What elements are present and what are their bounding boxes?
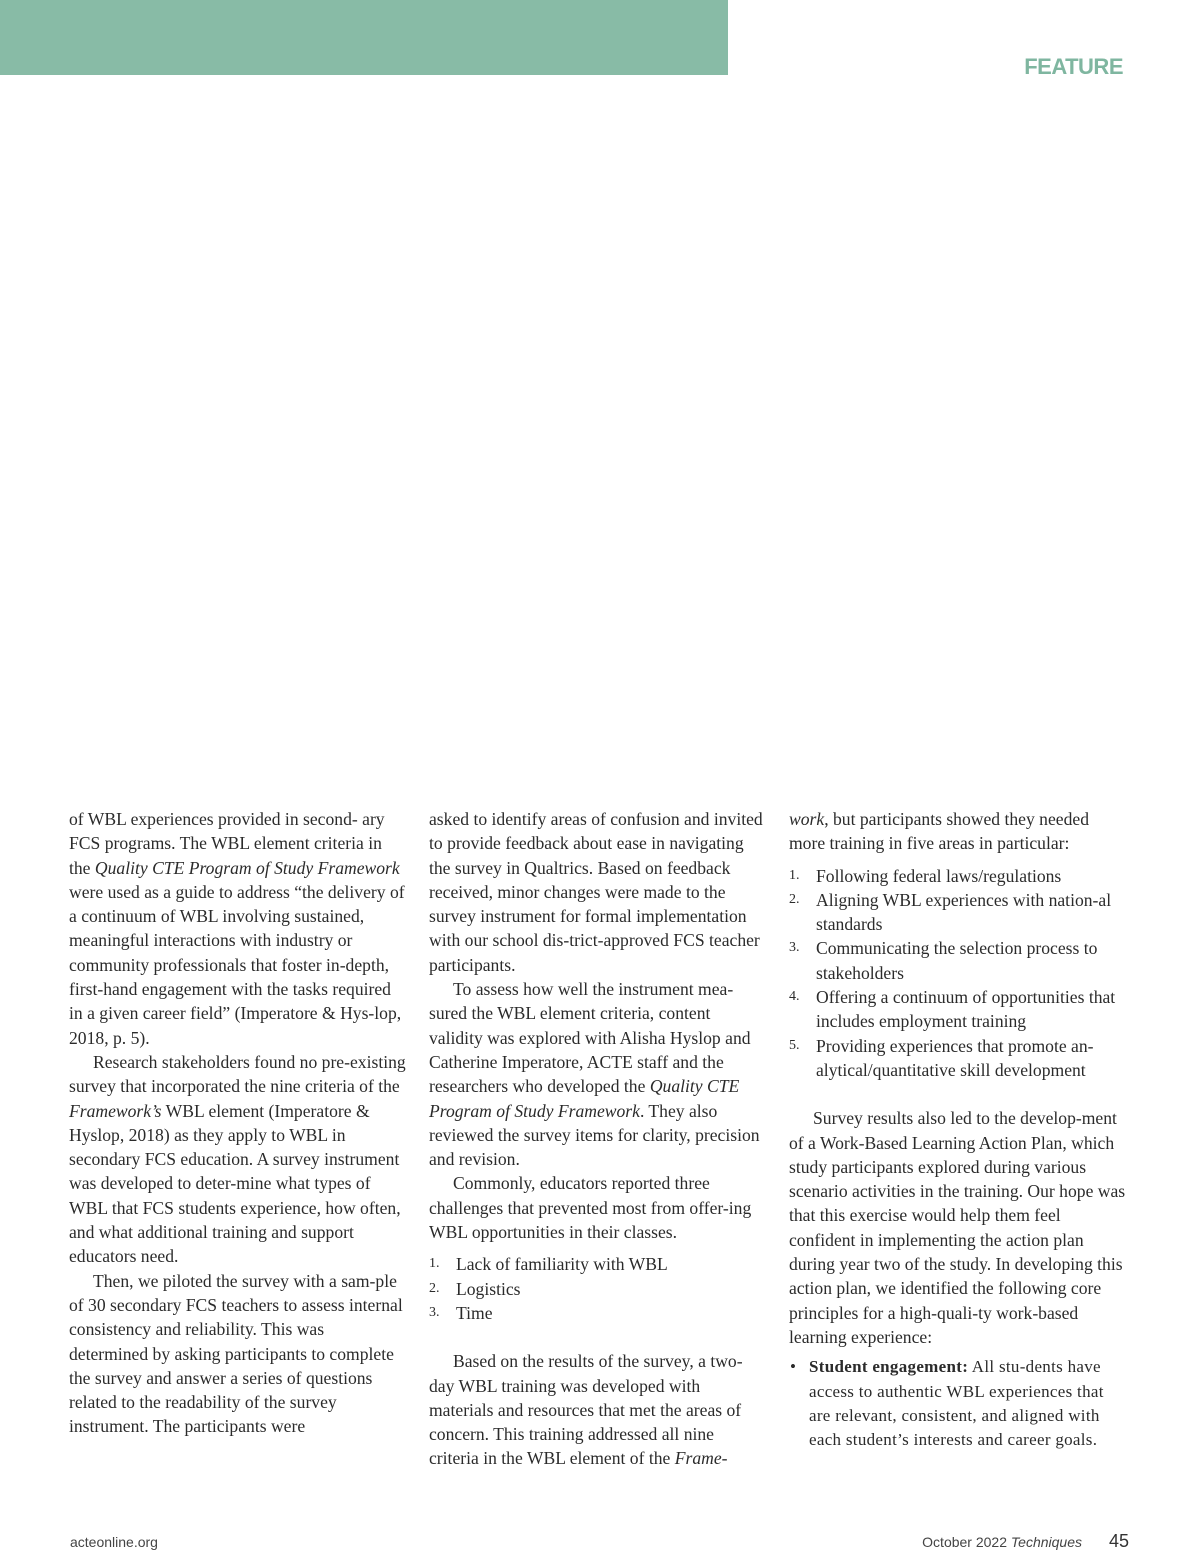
- section-label: FEATURE: [1024, 54, 1123, 79]
- issue-date: October 2022: [922, 1534, 1011, 1550]
- list-item: [429, 1301, 767, 1325]
- framework-title: Framework’s: [69, 1100, 162, 1121]
- principle-term: Student engagement:: [809, 1357, 969, 1377]
- text-run: Based on the results of the survey, a two-day WBL training was developed with materials and resources that met the areas of concern. This training addressed all nine criteria in the WBL element of the: [429, 1351, 743, 1469]
- framework-title: Quality CTE Program of Study Framework: [94, 857, 400, 878]
- framework-title: Quality CTE Program of Study Framework: [429, 1076, 740, 1121]
- framework-title: work: [789, 809, 825, 829]
- list-text: Following federal laws/regulations: [816, 865, 1062, 886]
- magazine-name: Techniques: [1010, 1534, 1082, 1550]
- list-number: 4.: [789, 989, 800, 1005]
- spacer: [429, 1325, 767, 1349]
- list-number: 2.: [789, 891, 800, 907]
- col2-paragraph-2: [429, 977, 767, 1171]
- list-item: [789, 864, 1127, 888]
- list-item: [789, 936, 1127, 985]
- column-3: [789, 807, 1127, 1452]
- list-number: 2.: [429, 1280, 440, 1296]
- list-text: Aligning WBL experiences with nation-al standards: [816, 889, 1112, 935]
- list-item: [789, 1355, 1127, 1452]
- text-run: . They also reviewed the survey items for clarity, precision and revision.: [429, 1100, 760, 1170]
- column-1: [69, 807, 407, 1439]
- spacer: [789, 1082, 1127, 1106]
- list-item: [789, 888, 1127, 937]
- list-number: 3.: [429, 1304, 440, 1320]
- list-text: Providing experiences that promote an-alytical/quantitative skill development: [816, 1035, 1094, 1080]
- list-number: 1.: [429, 1256, 440, 1272]
- list-item: [789, 1034, 1127, 1083]
- col1-paragraph-1: [69, 807, 407, 1050]
- principles-list: [789, 1355, 1127, 1452]
- list-number: 3.: [789, 940, 800, 956]
- page-number: 45: [1108, 1531, 1129, 1551]
- text-run: of WBL experiences provided in second-: [69, 809, 358, 829]
- text-run: ary FCS programs. The WBL element: [69, 809, 385, 854]
- list-item: [429, 1277, 767, 1301]
- col1-paragraph-2: [69, 1050, 407, 1269]
- text-run: To assess how well the instrument mea-sured the WBL element criteria, content validity was explored with Alisha Hyslop and Catherine Imperatore, ACTE staff and the researchers who developed the: [429, 979, 751, 1097]
- list-number: 1.: [789, 867, 800, 883]
- col1-paragraph-3: Then, we piloted the survey with a sam-ple of 30 secondary FCS teachers to assess internal consistency and reliability. This was determined by asking participants to complete the survey and answer a series of questions related to the readability of the survey instrument. The participants were: [69, 1270, 403, 1437]
- col3-paragraph-2: Survey results also led to the develop-ment of a Work-Based Learning Action Plan, which study participants explored during various scenario activities in the training. Our hope was that this exercise would help them feel confident in implementing the action plan during year two of the study. In developing this action plan, we identified the following core principles for a high-quali-ty work-based learning experience:: [789, 1108, 1126, 1347]
- footer-issue: [922, 1534, 1082, 1550]
- text-run: were used as a guide to address “the delivery of a continuum of WBL involving sustained, meaningful interactions with industry or community professionals that foster in-depth, first-hand engagement with the tasks required in a given career field” (Imperatore & Hys-lop, 2018, p. 5).: [69, 881, 405, 1048]
- text-run: criteria in the: [69, 833, 382, 878]
- col2-paragraph-3: Commonly, educators reported three challenges that prevented most from offer-ing WBL opportunities in their classes.: [429, 1173, 752, 1243]
- col2-paragraph-1: asked to identify areas of confusion and invited to provide feedback about ease in navigating the survey in Qualtrics. Based on feedback received, minor changes were made to the survey instrument for formal implementation with our school dis-trict-approved FCS teacher participants.: [429, 809, 763, 975]
- list-text: Offering a continuum of opportunities that includes employment training: [816, 987, 1116, 1032]
- header-color-band: [0, 0, 728, 75]
- list-number: 5.: [789, 1037, 800, 1053]
- list-text: Logistics: [456, 1278, 521, 1299]
- list-text: Lack of familiarity with WBL: [456, 1254, 668, 1275]
- bullet-icon: •: [790, 1357, 797, 1377]
- text-run: WBL element (Imperatore & Hyslop, 2018) as they apply to WBL in secondary FCS education. A survey instrument was developed to deter-mine what types of WBL that FCS students experience, how often, and what additional training and support educators need.: [69, 1100, 401, 1267]
- footer-site: acteonline.org: [70, 1534, 158, 1550]
- list-text: Communicating the selection process to stakeholders: [816, 938, 1098, 983]
- list-item: [789, 985, 1127, 1034]
- framework-title: Frame-: [674, 1448, 728, 1469]
- text-run: , but participants showed they needed more training in five areas in particular:: [789, 809, 1089, 854]
- text-run: Research stakeholders found no pre-existing survey that incorporated the nine criteria of the: [69, 1051, 406, 1097]
- column-2: [429, 807, 767, 1471]
- col3-paragraph-1: [789, 807, 1127, 856]
- principle-text: All stu-dents have access to authentic WBL experiences that are relevant, consistent, and aligned with each student’s interests and career goals.: [809, 1357, 1104, 1450]
- training-areas-list: [789, 864, 1127, 1083]
- list-item: [429, 1252, 767, 1276]
- col2-paragraph-4: [429, 1349, 767, 1470]
- list-text: Time: [456, 1302, 493, 1323]
- challenges-list: [429, 1252, 767, 1325]
